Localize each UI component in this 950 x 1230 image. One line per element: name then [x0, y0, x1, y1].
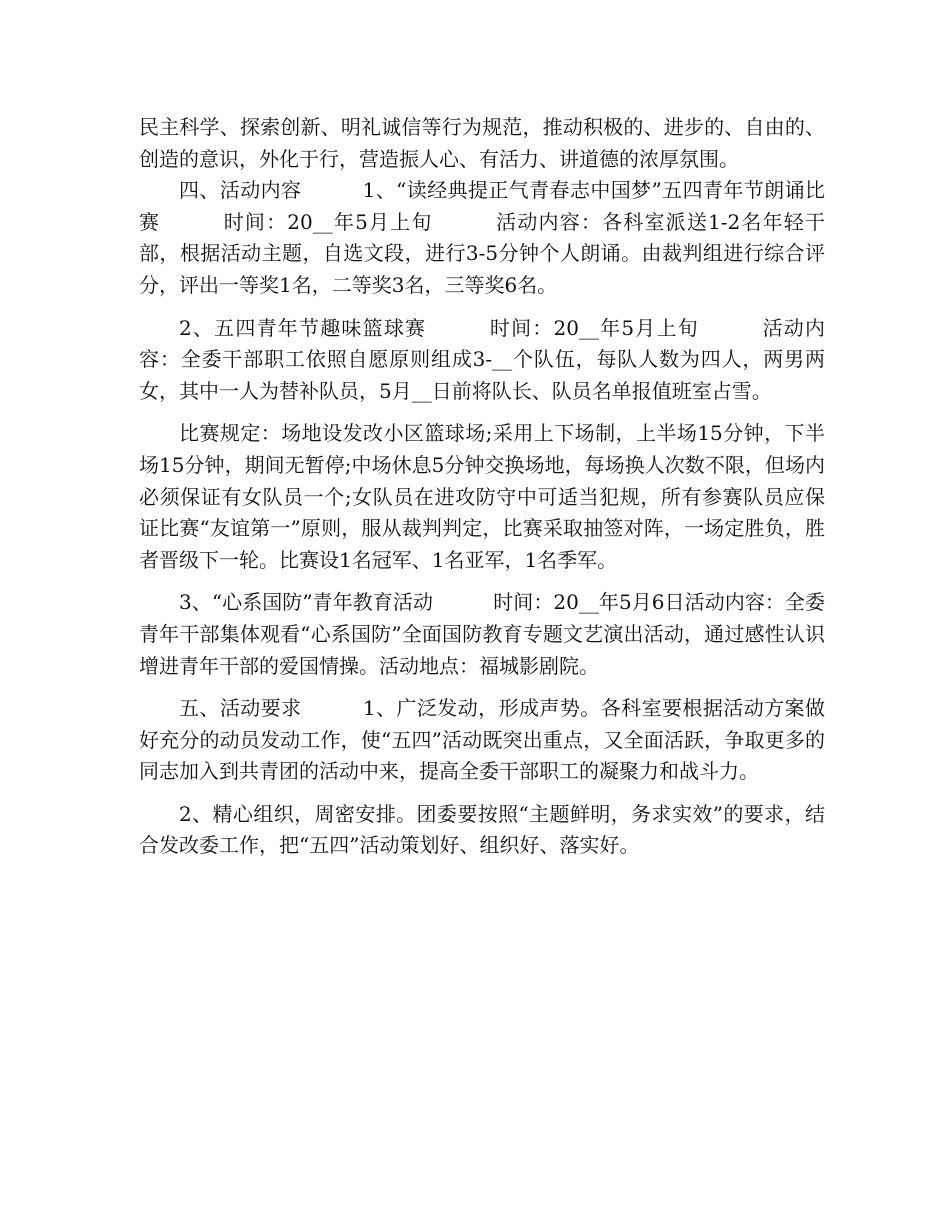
paragraph-organization: 2、精心组织，周密安排。团委要按照“主题鲜明，务求实效”的要求，结合发改委工作，把“五四”活动策划好、组织好、落实好。 [139, 801, 825, 858]
document-body [139, 112, 825, 862]
paragraph-basketball-game: 2、五四青年节趣味篮球赛 时间：20__年5月上旬 活动内容：全委干部职工依照自愿原则组成3-__个队伍，每队人数为四人，两男两女，其中一人为替补队员，5月__日前将队长、队员名单报值班室占雪。 [139, 315, 825, 403]
paragraph-defense-education: 3、“心系国防”青年教育活动 时间：20__年5月6日活动内容：全委青年干部集体观看“心系国防”全面国防教育专题文艺演出活动，通过感性认识增进青年干部的爱国情操。活动地点：福城影剧院。 [139, 590, 825, 678]
paragraph-activity-requirements: 五、活动要求 1、广泛发动，形成声势。各科室要根据活动方案做好充分的动员发动工作，使“五四”活动既突出重点，又全面活跃，争取更多的同志加入到共青团的活动中来，提高全委干部职工的凝聚力和战斗力。 [139, 696, 825, 784]
paragraph-game-rules: 比赛规定：场地设发改小区篮球场;采用上下场制，上半场15分钟，下半场15分钟，期间无暂停;中场休息5分钟交换场地，每场换人次数不限，但场内必须保证有女队员一个;女队员在进攻防守中可适当犯规，所有参赛队员应保证比赛“友谊第一”原则，服从裁判判定，比赛采取抽签对阵，一场定胜负，胜者晋级下一轮。比赛设1名冠军、1名亚军，1名季军。 [139, 421, 825, 572]
paragraph-continuation: 民主科学、探索创新、明礼诚信等行为规范，推动积极的、进步的、自由的、创造的意识，外化于行，营造振人心、有活力、讲道德的浓厚氛围。 [139, 115, 825, 171]
paragraph-activity-content: 四、活动内容 1、“读经典提正气青春志中国梦”五四青年节朗诵比赛 时间：20__年5月上旬 活动内容：各科室派送1-2名年轻干部，根据活动主题，自选文段，进行3-5分钟个人朗诵。由裁判组进行综合评分，评出一等奖1名，二等奖3名，三等奖6名。 [139, 178, 825, 297]
